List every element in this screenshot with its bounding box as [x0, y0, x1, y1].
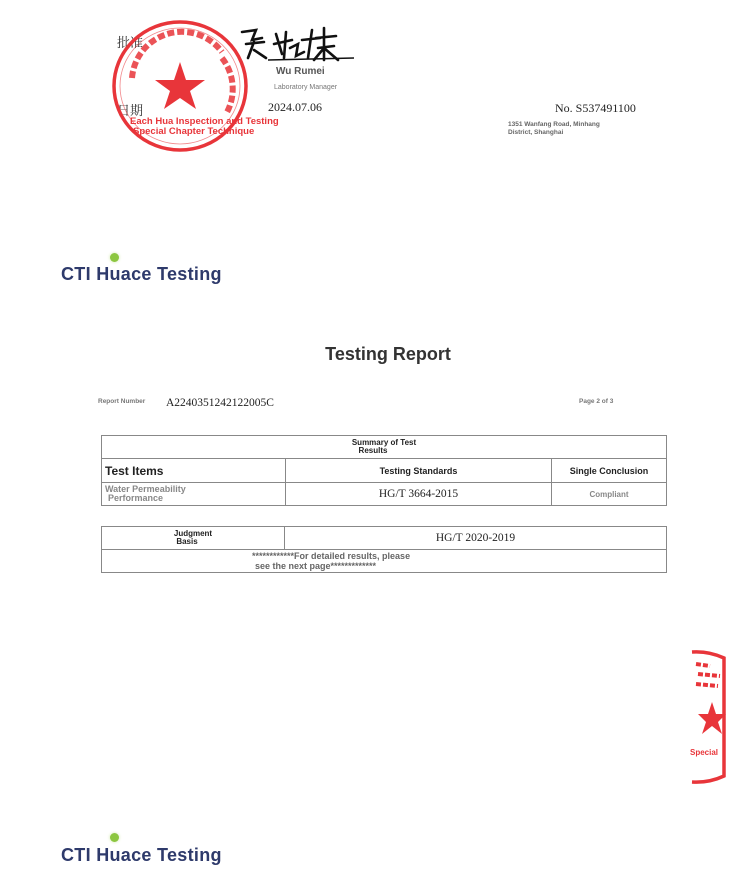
- summary-caption: [102, 436, 667, 459]
- row-testing-standard: HG/T 3664-2015: [286, 483, 552, 506]
- judgment-note: [102, 550, 667, 573]
- company-logo: CTI Huace Testing: [61, 264, 222, 284]
- lab-address: [508, 121, 638, 137]
- logo-dot-icon: [110, 253, 119, 262]
- judgment-label-line-1: Judgment: [173, 529, 213, 538]
- row-item-line-1: Water Permeability: [105, 484, 186, 494]
- judgment-note-line-2: see the next page*************: [255, 561, 377, 571]
- judgment-table: [101, 526, 667, 573]
- report-date: 2024.07.06: [268, 100, 322, 114]
- row-item-line-2: Performance: [108, 493, 164, 503]
- signature-name: Wu Rumei: [276, 66, 325, 77]
- header-single-conclusion: Single Conclusion: [552, 459, 667, 483]
- signature-title: Laboratory Manager: [274, 84, 338, 91]
- row-conclusion: Compliant: [552, 483, 667, 506]
- judgment-note-line-1: ************For detailed results, please: [252, 551, 411, 561]
- side-seal: [690, 650, 726, 784]
- header-testing-standards: Testing Standards: [286, 459, 552, 483]
- logo-dot-icon: [110, 833, 119, 842]
- row-test-item: [102, 483, 286, 506]
- report-number: A2240351242122005C: [166, 397, 274, 409]
- header-test-items: Test Items: [102, 459, 286, 483]
- judgment-basis-value: HG/T 2020-2019: [285, 527, 667, 550]
- seal-overlay-line-2: Special Chapter Technique: [133, 126, 255, 137]
- side-seal-label: Special: [690, 748, 719, 757]
- summary-table: [101, 435, 667, 506]
- judgment-label-line-2: Basis: [176, 537, 198, 546]
- summary-caption-line-1: Summary of Test: [351, 438, 417, 447]
- approval-label: 批准: [117, 36, 144, 51]
- table-row: [102, 483, 667, 506]
- certificate-number: No. S537491100: [555, 101, 636, 115]
- summary-caption-line-2: Results: [358, 446, 388, 455]
- address-line-2: District, Shanghai: [508, 129, 564, 136]
- seal-overlay-line-1: Each Hua Inspection and Testing: [130, 116, 279, 127]
- judgment-label: [102, 527, 285, 550]
- date-label: 日期: [117, 104, 144, 119]
- report-number-label: Report Number: [98, 398, 146, 405]
- report-title: Testing Report: [325, 344, 451, 364]
- company-logo-footer: CTI Huace Testing: [61, 845, 222, 865]
- address-line-1: 1351 Wanfang Road, Minhang: [508, 121, 600, 128]
- page-indicator: Page 2 of 3: [579, 398, 614, 405]
- handwritten-signature: [238, 24, 358, 64]
